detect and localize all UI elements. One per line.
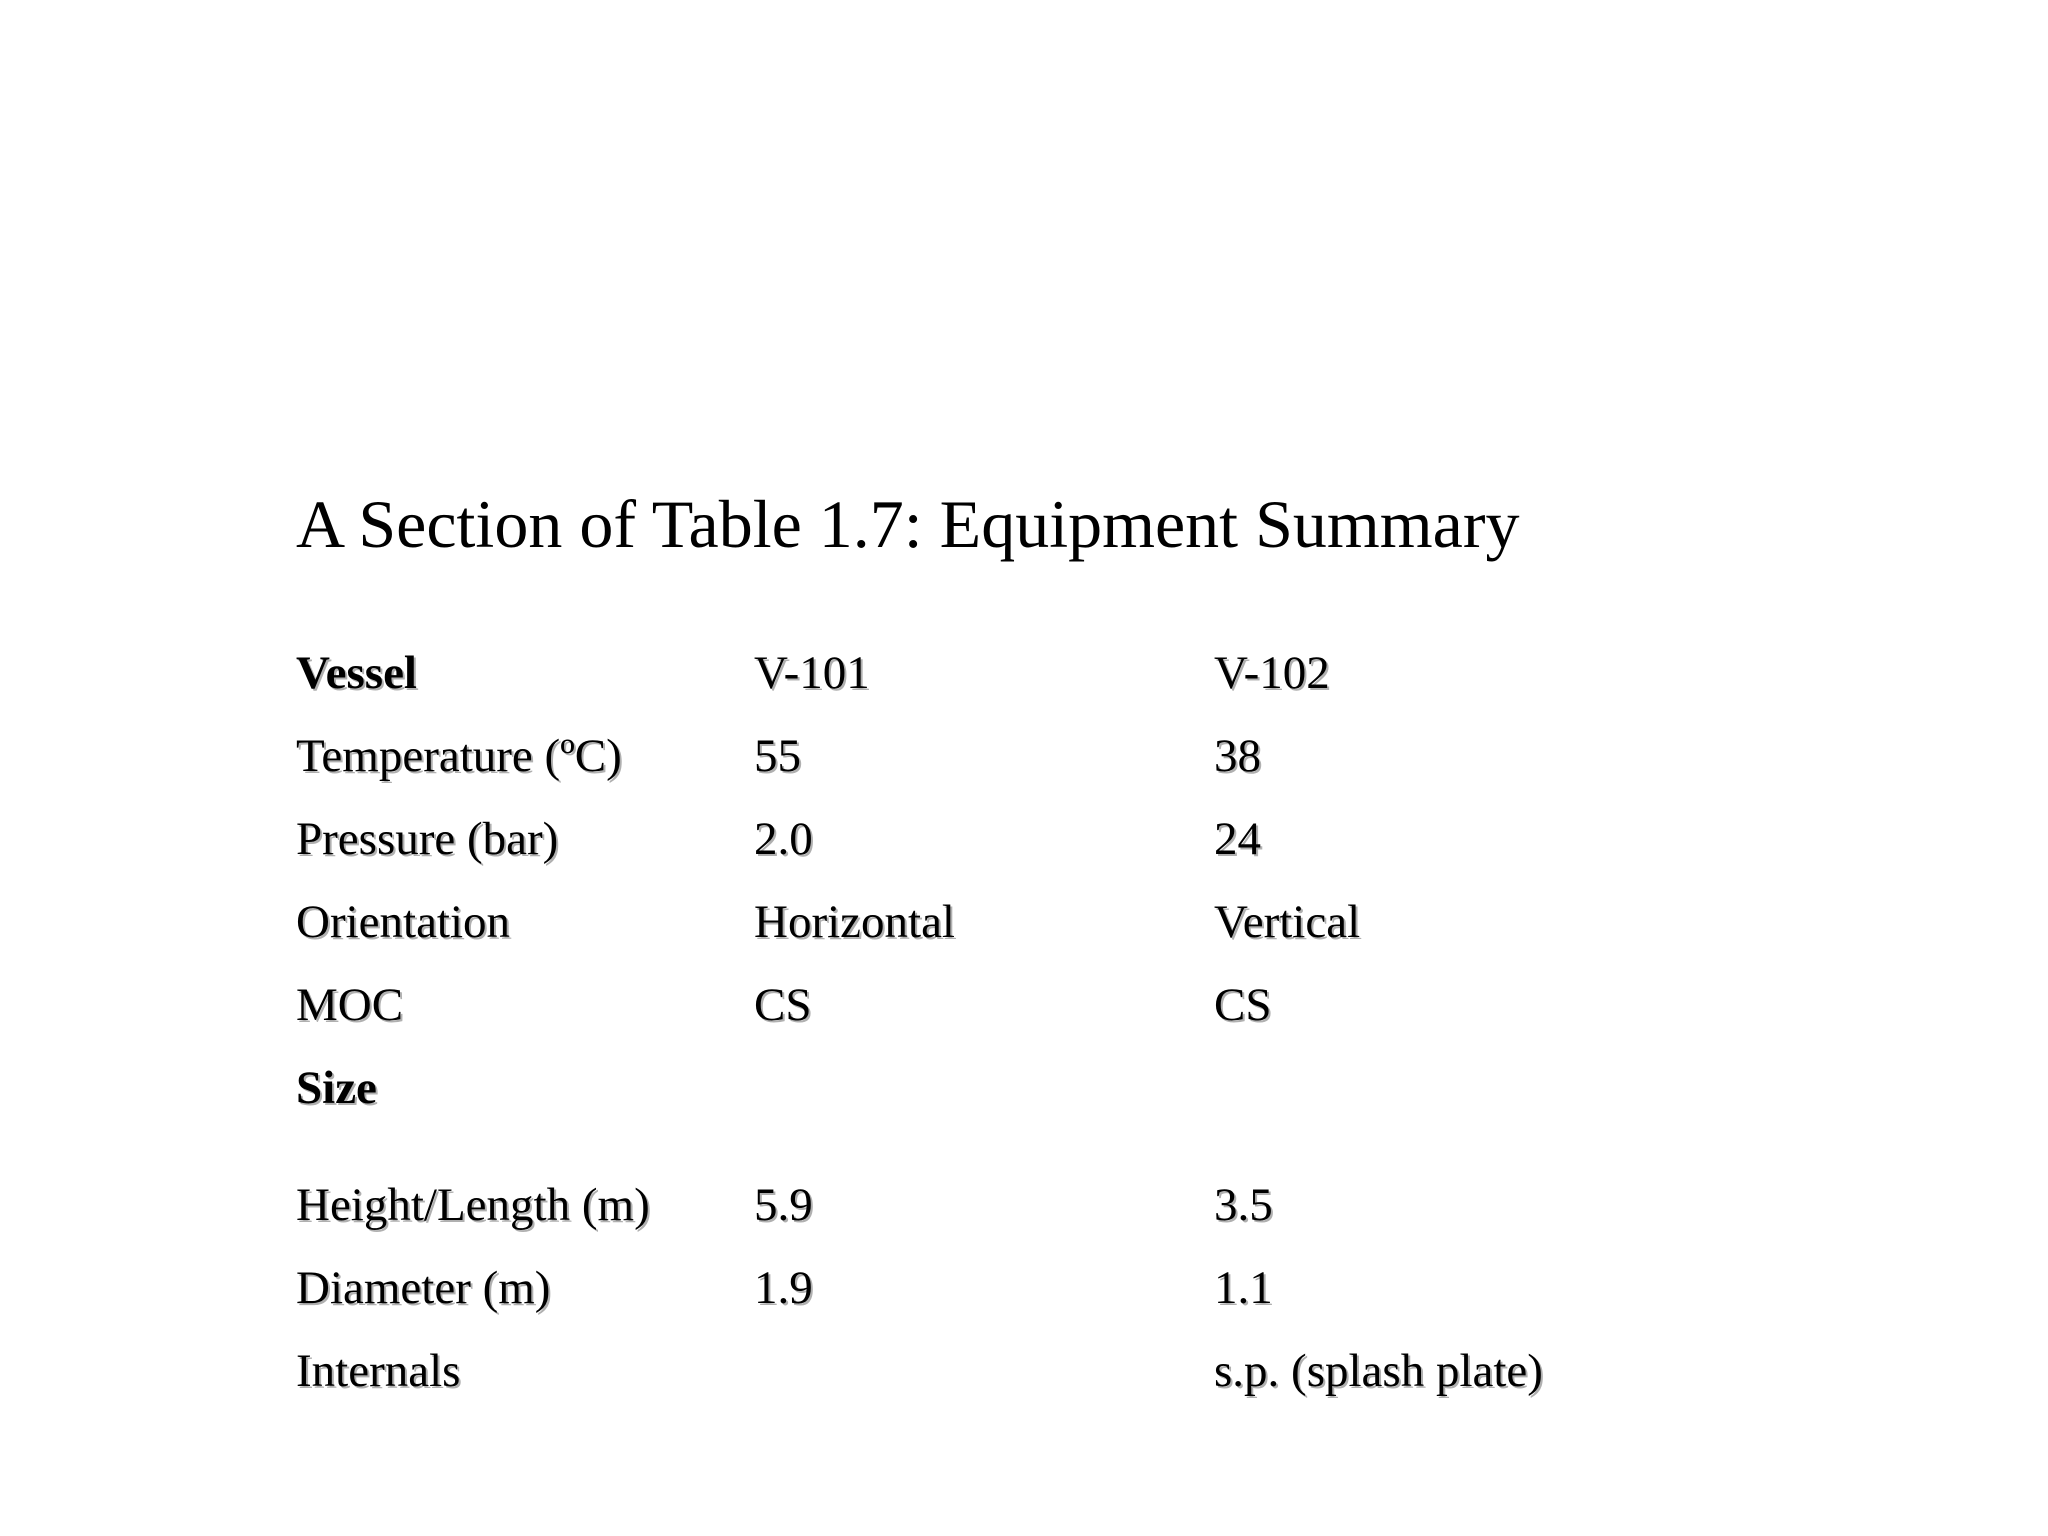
temperature-v101: 55 (754, 730, 801, 782)
row-label-internals: Internals (296, 1345, 461, 1397)
height-length-v101: 5.9 (754, 1179, 813, 1231)
internals-v102: s.p. (splash plate) (1214, 1345, 1543, 1397)
diameter-v101: 1.9 (754, 1262, 813, 1314)
pressure-v102: 24 (1214, 813, 1261, 865)
row-label-height-length: Height/Length (m) (296, 1179, 650, 1231)
row-label-temperature: Temperature (ºC) (296, 730, 622, 782)
row-label-pressure: Pressure (bar) (296, 813, 559, 865)
height-length-v102: 3.5 (1214, 1179, 1273, 1231)
pressure-v101: 2.0 (754, 813, 813, 865)
header-vessel-v102: V-102 (1214, 647, 1330, 699)
diameter-v102: 1.1 (1214, 1262, 1273, 1314)
row-label-diameter: Diameter (m) (296, 1262, 551, 1314)
orientation-v101: Horizontal (754, 896, 955, 948)
header-label-vessel: Vessel (296, 647, 417, 699)
page-title: A Section of Table 1.7: Equipment Summary (296, 486, 1520, 562)
temperature-v102: 38 (1214, 730, 1261, 782)
moc-v101: CS (754, 979, 812, 1031)
section-label-size: Size (296, 1062, 377, 1114)
header-vessel-v101: V-101 (754, 647, 870, 699)
moc-v102: CS (1214, 979, 1272, 1031)
orientation-v102: Vertical (1214, 896, 1361, 948)
row-label-moc: MOC (296, 979, 404, 1031)
row-label-orientation: Orientation (296, 896, 511, 948)
